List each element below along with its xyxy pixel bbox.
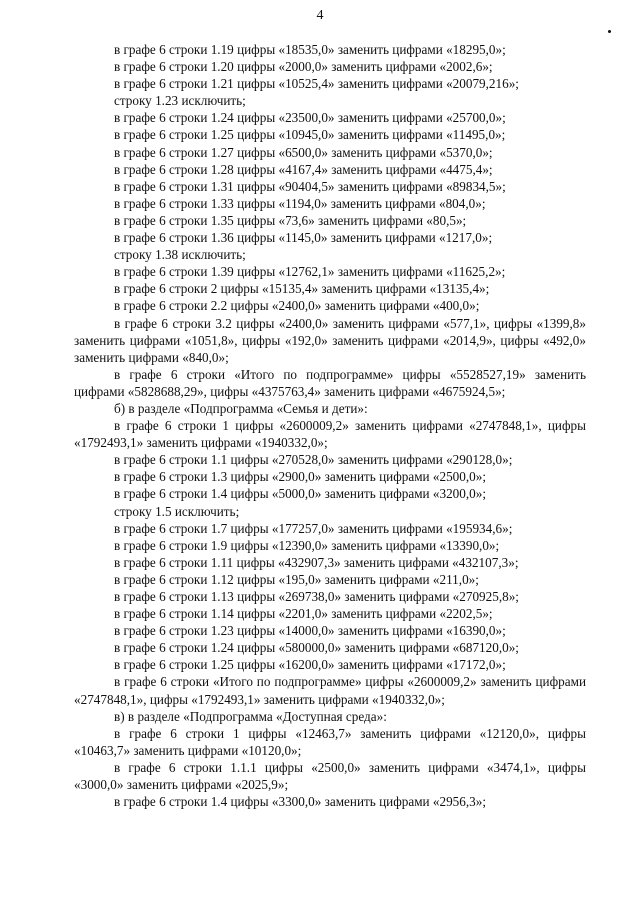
paragraph: в графе 6 строки 1.7 цифры «177257,0» заменить цифрами «195934,6»; — [114, 520, 513, 536]
paragraph: в графе 6 строки 1.39 цифры «12762,1» заменить цифрами «11625,2»; — [114, 264, 506, 280]
paragraph: в графе 6 строки 1.23 цифры «14000,0» заменить цифрами «16390,0»; — [114, 623, 506, 639]
paragraph: в графе 6 строки 1.25 цифры «16200,0» заменить цифрами «17172,0»; — [114, 657, 506, 673]
paragraph: в графе 6 строки 1.25 цифры «10945,0» заменить цифрами «11495,0»; — [114, 127, 506, 143]
paragraph: в графе 6 строки 1.11 цифры «432907,3» заменить цифрами «432107,3»; — [114, 554, 519, 570]
paragraph: в графе 6 строки 1.24 цифры «580000,0» заменить цифрами «687120,0»; — [114, 640, 519, 656]
paragraph: в графе 6 строки 1.13 цифры «269738,0» заменить цифрами «270925,8»; — [114, 589, 519, 604]
paragraph: в графе 6 строки 1.12 цифры «195,0» заменить цифрами «211,0»; — [114, 571, 479, 587]
paragraph: в графе 6 строки «Итого по подпрограмме» цифры «5528527,19» заменить цифрами «5828688,29», цифры «4375763,4» заменить цифрами «4675924,5»; — [74, 366, 586, 399]
document-body — [74, 41, 586, 810]
paragraph: в графе 6 строки 1.20 цифры «2000,0» заменить цифрами «2002,6»; — [114, 59, 493, 75]
paragraph: в графе 6 строки 1 цифры «12463,7» заменить цифрами «12120,0», цифры «10463,7» заменить цифрами «10120,0»; — [74, 725, 586, 758]
paragraph: в графе 6 строки 1 цифры «2600009,2» заменить цифрами «2747848,1», цифры «1792493,1» заменить цифрами «1940332,0»; — [74, 418, 586, 451]
paragraph: в графе 6 строки 2 цифры «15135,4» заменить цифрами «13135,4»; — [114, 281, 490, 297]
paragraph: в графе 6 строки 2.2 цифры «2400,0» заменить цифрами «400,0»; — [114, 298, 480, 314]
paragraph: в графе 6 строки 1.36 цифры «1145,0» заменить цифрами «1217,0»; — [114, 230, 493, 246]
paragraph: в графе 6 строки 3.2 цифры «2400,0» заменить цифрами «577,1», цифры «1399,8» заменить цифрами «1051,8», цифры «192,0» заменить цифрами «2014,9», цифры «492,0» заменить цифрами «840,0»; — [74, 315, 586, 365]
paragraph: строку 1.38 исключить; — [114, 247, 246, 263]
paragraph: строку 1.23 исключить; — [114, 93, 246, 109]
paragraph: в графе 6 строки 1.31 цифры «90404,5» заменить цифрами «89834,5»; — [114, 178, 506, 194]
page-number: 4 — [316, 8, 324, 23]
paragraph: в графе 6 строки 1.33 цифры «1194,0» заменить цифрами «804,0»; — [114, 195, 486, 211]
paragraph: в графе 6 строки 1.3 цифры «2900,0» заменить цифрами «2500,0»; — [114, 469, 487, 485]
paragraph: в графе 6 строки 1.4 цифры «5000,0» заменить цифрами «3200,0»; — [114, 486, 487, 502]
paragraph: в графе 6 строки 1.9 цифры «12390,0» заменить цифрами «13390,0»; — [114, 537, 500, 553]
margin-dot — [608, 30, 611, 33]
paragraph: в графе 6 строки «Итого по подпрограмме» цифры «2600009,2» заменить цифрами «2747848,1», цифры «1792493,1» заменить цифрами «1940332,0»; — [74, 674, 586, 707]
paragraph: в графе 6 строки 1.35 цифры «73,6» заменить цифрами «80,5»; — [114, 212, 467, 228]
paragraph: в графе 6 строки 1.14 цифры «2201,0» заменить цифрами «2202,5»; — [114, 606, 493, 622]
paragraph: в графе 6 строки 1.28 цифры «4167,4» заменить цифрами «4475,4»; — [114, 161, 493, 177]
section-heading: б) в разделе «Подпрограмма «Семья и дети»: — [114, 400, 368, 416]
paragraph: в графе 6 строки 1.4 цифры «3300,0» заменить цифрами «2956,3»; — [114, 794, 487, 810]
section-heading: в) в разделе «Подпрограмма «Доступная среда»: — [114, 708, 387, 724]
paragraph: в графе 6 строки 1.1 цифры «270528,0» заменить цифрами «290128,0»; — [114, 452, 513, 468]
paragraph: строку 1.5 исключить; — [114, 503, 240, 519]
paragraph: в графе 6 строки 1.24 цифры «23500,0» заменить цифрами «25700,0»; — [114, 110, 506, 126]
paragraph: в графе 6 строки 1.19 цифры «18535,0» заменить цифрами «18295,0»; — [114, 42, 506, 57]
paragraph: в графе 6 строки 1.21 цифры «10525,4» заменить цифрами «20079,216»; — [114, 76, 519, 92]
paragraph: в графе 6 строки 1.1.1 цифры «2500,0» заменить цифрами «3474,1», цифры «3000,0» заменить цифрами «2025,9»; — [74, 759, 586, 793]
paragraph: в графе 6 строки 1.27 цифры «6500,0» заменить цифрами «5370,0»; — [114, 144, 493, 160]
